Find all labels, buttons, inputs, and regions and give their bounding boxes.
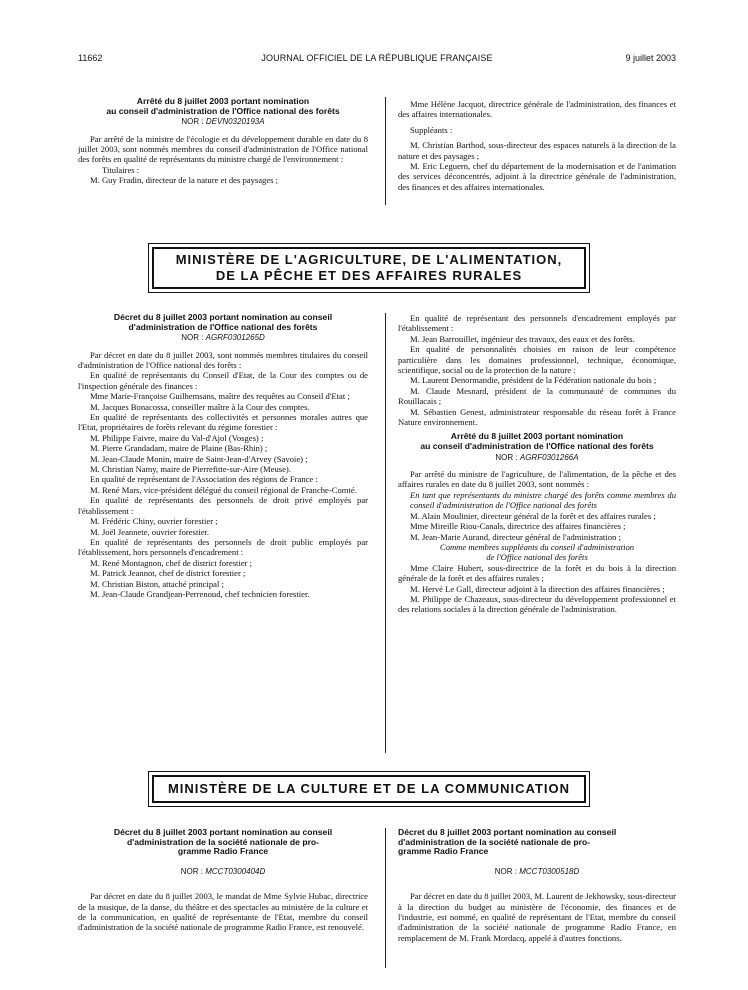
paragraph: M. Jean Barrouillet, ingénieur des travaux, des eaux et des forêts. (410, 333, 635, 344)
paragraph: Par décret en date du 8 juillet 2003, sont nommés membres titulaires du conseil d'administration de l'Office national des forêts : (78, 349, 368, 370)
paragraph: En qualité de représentants des personnels de droit privé employés par l'établissement : (78, 495, 368, 516)
banner-line: MINISTÈRE DE LA CULTURE ET DE LA COMMUNICATION (167, 781, 571, 796)
suppleants-label: Suppléants : (410, 124, 453, 135)
italic-heading: de l'Office national des forêts (486, 552, 588, 563)
paragraph: M. Frédéric Chiny, ouvrier forestier ; (90, 516, 218, 527)
nor-reference: NOR : MCCT0300518D (494, 866, 580, 876)
article-title: Arrêté du 8 juillet 2003 portant nomination au conseil d'administration de l'Office national des forêts (420, 431, 654, 452)
column-rule (385, 313, 386, 753)
paragraph: Par arrêté du ministre de l'agriculture, de l'alimentation, de la pêche et des affaires rurales en date du 8 juillet 2003, sont nommés : (398, 469, 676, 490)
banner-line: MINISTÈRE DE L'AGRICULTURE, DE L'ALIMENTATION, (175, 252, 563, 267)
top-left-column (78, 97, 368, 186)
paragraph: M. Philippe Faivre, maire du Val-d'Ajol (Vosges) ; (90, 432, 264, 443)
paragraph: Par décret en date du 8 juillet 2003, M. Laurent de Jekhowsky, sous-directeur à la direction du budget au ministère de l'économie, des finances et de l'industrie, est nommé, en qualité de représentant de l'Etat, membre du conseil d'administration de la société nationale de programme Radio France, en remplacement de M. Frank Mordacq, appelé à d'autres fonctions. (398, 891, 677, 943)
paragraph: En qualité de représentant de l'Association des régions de France : (90, 474, 318, 485)
culture-left-column (78, 828, 368, 933)
paragraph: En qualité de personnalités choisies en raison de leur compétence particulière dans les domaines professionnel, technique, économique, scientifique, social ou de la protection de la nature : (398, 344, 676, 376)
paragraph: M. Jean-Claude Monin, maire de Saint-Jean-d'Arvey (Savoie) ; (90, 453, 308, 464)
paragraph: Mme Mireille Riou-Canals, directrice des affaires financières ; (410, 521, 626, 532)
paragraph: M. Alain Moulinier, directeur général de la forêt et des affaires rurales ; (410, 510, 656, 521)
article-title: Arrêté du 8 juillet 2003 portant nomination au conseil d'administration de l'Office national des forêts (106, 96, 340, 116)
paragraph: Mme Hélène Jacquot, directrice générale de l'administration, des finances et des affaires internationales. (398, 99, 676, 120)
nor-reference: NOR : MCCT0300404D (180, 866, 266, 876)
top-right-column (398, 99, 676, 192)
ministry-banner-agriculture (148, 243, 590, 293)
paragraph: M. Philippe de Chazeaux, sous-directeur du développement professionnel et des relations sociales à la direction générale de l'administration. (398, 593, 676, 615)
nor-reference: NOR : AGRF0301266A (495, 452, 579, 462)
culture-right-column (398, 828, 676, 943)
paragraph: M. Jacques Bonacossa, conseiller maître à la Cour des comptes. (90, 401, 310, 412)
paragraph: Par décret en date du 8 juillet 2003, le mandat de Mme Sylvie Hubac, directrice de la musique, de la danse, du théâtre et des spectacles au ministère de la culture et de la communication, en qualité de représentante de l'Etat, membre du conseil d'administration de la société nationale de programme Radio France, est renouvelé. (78, 891, 368, 933)
paragraph: M. Pierre Grandadam, maire de Plaine (Bas-Rhin) ; (90, 443, 268, 454)
paragraph: M. Christian Namy, maire de Pierrefitte-sur-Aire (Meuse). (90, 464, 291, 475)
paragraph: M. Claude Mesnard, président de la communauté de communes du Rouillacais ; (398, 385, 676, 407)
paragraph: En qualité de représentants des collectivités et personnes morales autres que l'Etat, propriétaires de forêts relevant du régime forestier : (78, 412, 368, 433)
article-title: Décret du 8 juillet 2003 portant nomination au conseil d'administration de la société nationale de pro- gramme Radio France (398, 827, 617, 857)
paragraph: M. René Montagnon, chef de district forestier ; (90, 557, 253, 568)
titulaires-label: Titulaires : (102, 164, 140, 175)
agri-left-column (78, 313, 368, 599)
article-title: Décret du 8 juillet 2003 portant nomination au conseil d'administration de la société nationale de pro- gramme Radio France (113, 827, 333, 857)
nor-reference: NOR : DEVN0320193A (181, 117, 265, 127)
nor-reference: NOR : AGRF0301265D (181, 333, 265, 343)
paragraph: En qualité de représentant des personnels d'encadrement employés par l'établissement : (398, 313, 676, 334)
italic-heading: En tant que représentants du ministre chargé des forêts comme membres du conseil d'administration de l'Office national des forêts (410, 489, 676, 511)
paragraph: M. Laurent Denormandie, président de la Fédération nationale du bois ; (410, 375, 657, 386)
paragraph: En qualité de représentants du Conseil d'Etat, de la Cour des comptes ou de l'inspection générale des finances : (78, 370, 368, 391)
paragraph: M. Jean-Marie Aurand, directeur général de l'administration ; (410, 531, 621, 542)
page-header (78, 53, 676, 65)
page-number: 11662 (78, 53, 103, 63)
paragraph: M. Patrick Jeannot, chef de district forestier ; (90, 568, 246, 579)
ministry-banner-culture (148, 771, 590, 807)
paragraph: M. Christian Biston, attaché principal ; (90, 578, 224, 589)
italic-heading: Comme membres suppléants du conseil d'administration (439, 541, 635, 552)
agri-right-column (398, 313, 676, 615)
paragraph: M. René Mars, vice-président délégué du conseil régional de Franche-Comté. (90, 484, 357, 495)
issue-date: 9 juillet 2003 (625, 53, 676, 63)
journal-title: JOURNAL OFFICIEL DE LA RÉPUBLIQUE FRANÇAISE (261, 53, 493, 63)
paragraph: M. Christian Barthod, sous-directeur des espaces naturels à la direction de la nature et des paysages ; (398, 140, 676, 161)
paragraph: M. Eric Leguern, chef du département de la modernisation et de l'animation des services déconcentrés, adjoint à la directrice générale de l'administration, des finances et des affaires internationales. (398, 161, 676, 192)
paragraph: Mme Marie-Françoise Guilhemsans, maître des requêtes au Conseil d'Etat ; (90, 391, 350, 402)
paragraph: En qualité de représentants des personnels de droit public employés par l'établissement, hors personnels d'encadrement : (78, 536, 368, 558)
paragraph: Par arrêté de la ministre de l'écologie et du développement durable en date du 8 juillet 2003, sont nommés membres du conseil d'administration de l'Office national des forêts en qualité de représentants du ministre chargé de l'environnement : (78, 133, 368, 165)
paragraph: M. Sébastien Genest, administrateur responsable du réseau forêt à France Nature environnement. (398, 406, 676, 428)
article-title: Décret du 8 juillet 2003 portant nomination au conseil d'administration de l'Office national des forêts (113, 312, 333, 332)
paragraph: M. Jean-Claude Grandjean-Perrenoud, chef technicien forestier. (90, 588, 310, 599)
paragraph: M. Hervé Le Gall, directeur adjoint à la direction des affaires financières ; (410, 583, 665, 594)
paragraph: M. Joël Jeannete, ouvrier forestier. (90, 526, 210, 537)
banner-line: DE LA PÊCHE ET DES AFFAIRES RURALES (215, 268, 523, 283)
column-rule (385, 97, 386, 205)
paragraph: M. Guy Fradin, directeur de la nature et des paysages ; (90, 175, 279, 186)
column-rule (385, 828, 386, 968)
paragraph: Mme Claire Hubert, sous-directrice de la forêt et du bois à la direction générale de la forêt et des affaires rurales ; (398, 562, 676, 584)
